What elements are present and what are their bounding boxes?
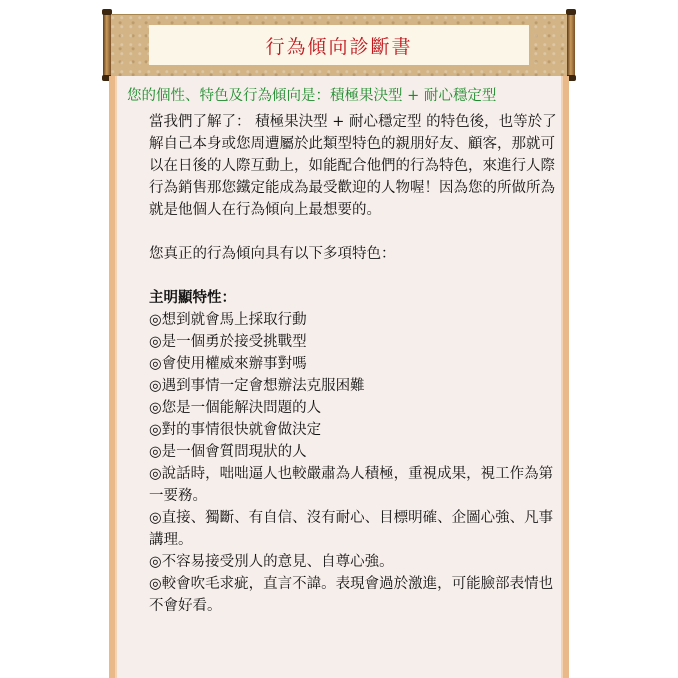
trait-list xyxy=(149,309,561,617)
lead-paragraph: 您真正的行為傾向具有以下多項特色： xyxy=(149,246,396,262)
scroll-banner xyxy=(111,14,567,78)
trait-item: ◎想到就會馬上採取行動 xyxy=(149,312,307,328)
trait-item: ◎遇到事情一定會想辦法克服困難 xyxy=(149,378,365,394)
trait-item: ◎是一個勇於接受挑戰型 xyxy=(149,334,307,350)
scroll-rod-left xyxy=(103,12,111,78)
trait-item: ◎會使用權威來辦事對嗎 xyxy=(149,356,307,372)
diagnosis-scroll xyxy=(103,12,575,678)
trait-item: ◎說話時，咄咄逼人也較嚴肅為人積極，重視成果，視工作為第一要務。 xyxy=(149,466,554,504)
intro-paragraph: 當我們了解了： 積極果決型 + 耐心穩定型 的特色後，也等於了解自己本身或您周遭屬於此類型特色的親朋好友、顧客，那就可以在日後的人際互動上，如能配合他們的行為特色，來進行人際行為銷售那您鐵定能成為最受歡迎的人物喔！因為您的所做所為就是他個人在行為傾向上最想要的。 xyxy=(149,114,557,218)
personality-heading: 您的個性、特色及行為傾向是：積極果決型 + 耐心穩定型 xyxy=(127,88,497,104)
scroll-rod-right xyxy=(567,12,575,78)
trait-item: ◎是一個會質問現狀的人 xyxy=(149,444,307,460)
trait-item: ◎直接、獨斷、有自信、沒有耐心、目標明確、企圖心強、凡事講理。 xyxy=(149,510,554,548)
trait-item: ◎較會吹毛求疵，直言不諱。表現會過於激進，可能臉部表情也不會好看。 xyxy=(149,576,554,614)
section-title: 主明顯特性： xyxy=(149,289,236,306)
trait-item: ◎您是一個能解決問題的人 xyxy=(149,400,322,416)
title-box xyxy=(149,25,529,65)
page-title: 行為傾向診斷書 xyxy=(265,35,413,58)
content xyxy=(127,86,557,617)
trait-item: ◎對的事情很快就會做決定 xyxy=(149,422,322,438)
trait-item: ◎不容易接受別人的意見、自尊心強。 xyxy=(149,554,394,570)
scroll-page xyxy=(109,76,569,678)
